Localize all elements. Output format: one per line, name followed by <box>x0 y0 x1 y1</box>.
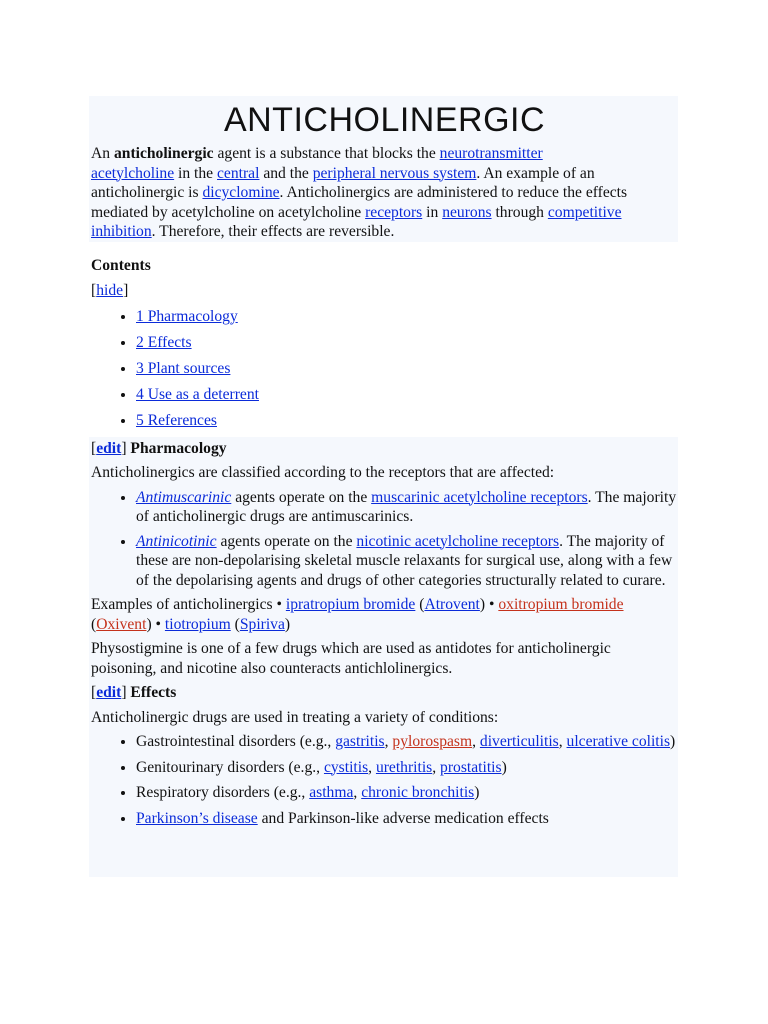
intro-text: in <box>422 203 443 221</box>
intro-text: . An example of an anticholinergic is <box>91 164 595 201</box>
pharmacology-lead: Anticholinergics are classified according to the receptors that are affected: <box>91 464 555 481</box>
link-central[interactable]: central <box>217 164 260 182</box>
list-item <box>136 758 678 778</box>
link-oxitropium-bromide[interactable]: oxitropium bromide <box>498 596 624 613</box>
separator: , <box>558 733 567 750</box>
toc-hide-control <box>91 281 678 301</box>
link-chronic-bronchitis[interactable]: chronic bronchitis <box>361 784 475 801</box>
article-content <box>91 96 678 828</box>
examples-text: ( <box>415 596 425 613</box>
edit-link-effects[interactable]: edit <box>96 684 122 701</box>
list-text: and Parkinson-like adverse medication effects <box>257 809 549 827</box>
bracket: ] <box>121 439 131 457</box>
bracket: [ <box>91 439 97 457</box>
intro-text: and the <box>259 164 313 182</box>
examples-text: ) • <box>146 615 165 633</box>
bracket: [ <box>91 684 97 701</box>
link-urethritis[interactable]: urethritis <box>375 758 433 776</box>
physostigmine-paragraph: Physostigmine is one of a few drugs which are used as antidotes for anticholinergic poisoning, and nicotine also counteracts antichlolinergics. <box>91 640 611 677</box>
intro-text: in the <box>174 164 218 182</box>
intro-text: An <box>91 145 114 162</box>
list-text: agents operate on the <box>231 488 372 506</box>
link-antimuscarinic[interactable]: Antimuscarinic <box>136 488 232 506</box>
intro-text: agent is a substance that blocks the <box>213 145 440 162</box>
link-dicyclomine[interactable]: dicyclomine <box>202 184 280 201</box>
toc-link-references[interactable]: 5 References <box>136 411 217 429</box>
examples-text: Examples of anticholinergics • <box>91 596 286 613</box>
toc-item <box>136 408 678 434</box>
toc-item <box>136 330 678 356</box>
edit-link-pharmacology[interactable]: edit <box>96 439 122 457</box>
list-item <box>136 532 678 591</box>
list-text: . The majority of these are non-depolarising skeletal muscle relaxants for surgical use, along with a few of the depolarising agents and drugs of other categories structurally related to curare. <box>136 532 673 589</box>
link-antinicotinic[interactable]: Antinicotinic <box>136 532 217 550</box>
bracket: [ <box>91 282 97 299</box>
section-heading-pharmacology <box>91 439 678 459</box>
link-cystitis[interactable]: cystitis <box>323 758 369 776</box>
effects-lead: Anticholinergic drugs are used in treating a variety of conditions: <box>91 708 499 726</box>
conditions-list <box>91 732 678 828</box>
link-spiriva[interactable]: Spiriva <box>239 615 285 633</box>
toc-link-pharmacology[interactable]: 1 Pharmacology <box>136 307 238 325</box>
link-gastritis[interactable]: gastritis <box>335 733 385 750</box>
toc-hide-link[interactable]: hide <box>96 282 124 299</box>
link-muscarinic-receptors[interactable]: muscarinic acetylcholine receptors <box>371 488 588 506</box>
link-asthma[interactable]: asthma <box>309 784 354 801</box>
separator: , <box>353 784 362 801</box>
list-text: ) <box>501 758 507 776</box>
section-heading-effects <box>91 683 678 703</box>
list-text: Genitourinary disorders (e.g., <box>136 758 324 776</box>
examples-text: ( <box>91 615 97 633</box>
examples-text: ) • <box>479 596 499 613</box>
intro-text: . Therefore, their effects are reversible. <box>151 223 395 240</box>
toc-list <box>91 304 678 434</box>
link-receptors[interactable]: receptors <box>365 203 423 221</box>
toc-link-plant-sources[interactable]: 3 Plant sources <box>136 359 231 377</box>
link-atrovent[interactable]: Atrovent <box>424 596 480 613</box>
toc-item <box>136 356 678 382</box>
section-title: Effects <box>130 684 177 701</box>
link-peripheral-nervous-system[interactable]: peripheral nervous system <box>312 164 477 182</box>
toc-title: Contents <box>91 256 151 274</box>
toc-item <box>136 304 678 330</box>
examples-text: ) <box>284 615 291 633</box>
list-item <box>136 732 678 752</box>
link-ipratropium-bromide[interactable]: ipratropium bromide <box>285 596 416 613</box>
examples-text: ( <box>230 615 240 633</box>
list-text: agents operate on the <box>216 532 357 550</box>
link-prostatitis[interactable]: prostatitis <box>440 758 502 776</box>
link-diverticulitis[interactable]: diverticulitis <box>479 733 559 750</box>
toc-link-effects[interactable]: 2 Effects <box>136 333 192 351</box>
list-item <box>136 488 678 527</box>
list-item <box>136 783 678 803</box>
list-text: ) <box>474 784 480 801</box>
toc-item <box>136 382 678 408</box>
link-competitive-inhibition[interactable]: competitive inhibition <box>91 203 622 240</box>
bracket: ] <box>121 684 131 701</box>
section-title: Pharmacology <box>130 439 227 457</box>
link-neurotransmitter[interactable]: neurotransmitter <box>439 145 543 162</box>
list-text: . The majority of anticholinergic drugs are antimuscarinics. <box>136 488 677 525</box>
separator: , <box>384 733 393 750</box>
link-oxivent[interactable]: Oxivent <box>96 615 147 633</box>
intro-paragraph <box>91 144 678 242</box>
link-neurons[interactable]: neurons <box>442 203 492 221</box>
link-pylorospasm[interactable]: pylorospasm <box>392 733 473 750</box>
intro-text: . Anticholinergics are administered to reduce the effects mediated by acetylcholine on acetylcholine <box>91 184 628 221</box>
examples-paragraph <box>91 595 678 634</box>
separator: , <box>472 733 480 750</box>
list-text: ) <box>670 733 676 750</box>
intro-text: through <box>491 203 548 221</box>
link-parkinsons-disease[interactable]: Parkinson’s disease <box>136 809 258 827</box>
receptor-type-list <box>91 488 678 591</box>
list-text: Respiratory disorders (e.g., <box>136 784 310 801</box>
link-tiotropium[interactable]: tiotropium <box>164 615 231 633</box>
toc-link-use-as-deterrent[interactable]: 4 Use as a deterrent <box>136 385 259 403</box>
link-ulcerative-colitis[interactable]: ulcerative colitis <box>566 733 671 750</box>
intro-term: anticholinergic <box>113 145 214 162</box>
page-title: ANTICHOLINERGIC <box>223 101 546 139</box>
link-nicotinic-receptors[interactable]: nicotinic acetylcholine receptors <box>356 532 560 550</box>
list-item <box>136 809 678 829</box>
separator: , <box>368 758 376 776</box>
bracket: ] <box>123 282 129 299</box>
separator: , <box>432 758 441 776</box>
list-text: Gastrointestinal disorders (e.g., <box>136 733 336 750</box>
link-acetylcholine[interactable]: acetylcholine <box>91 164 175 182</box>
